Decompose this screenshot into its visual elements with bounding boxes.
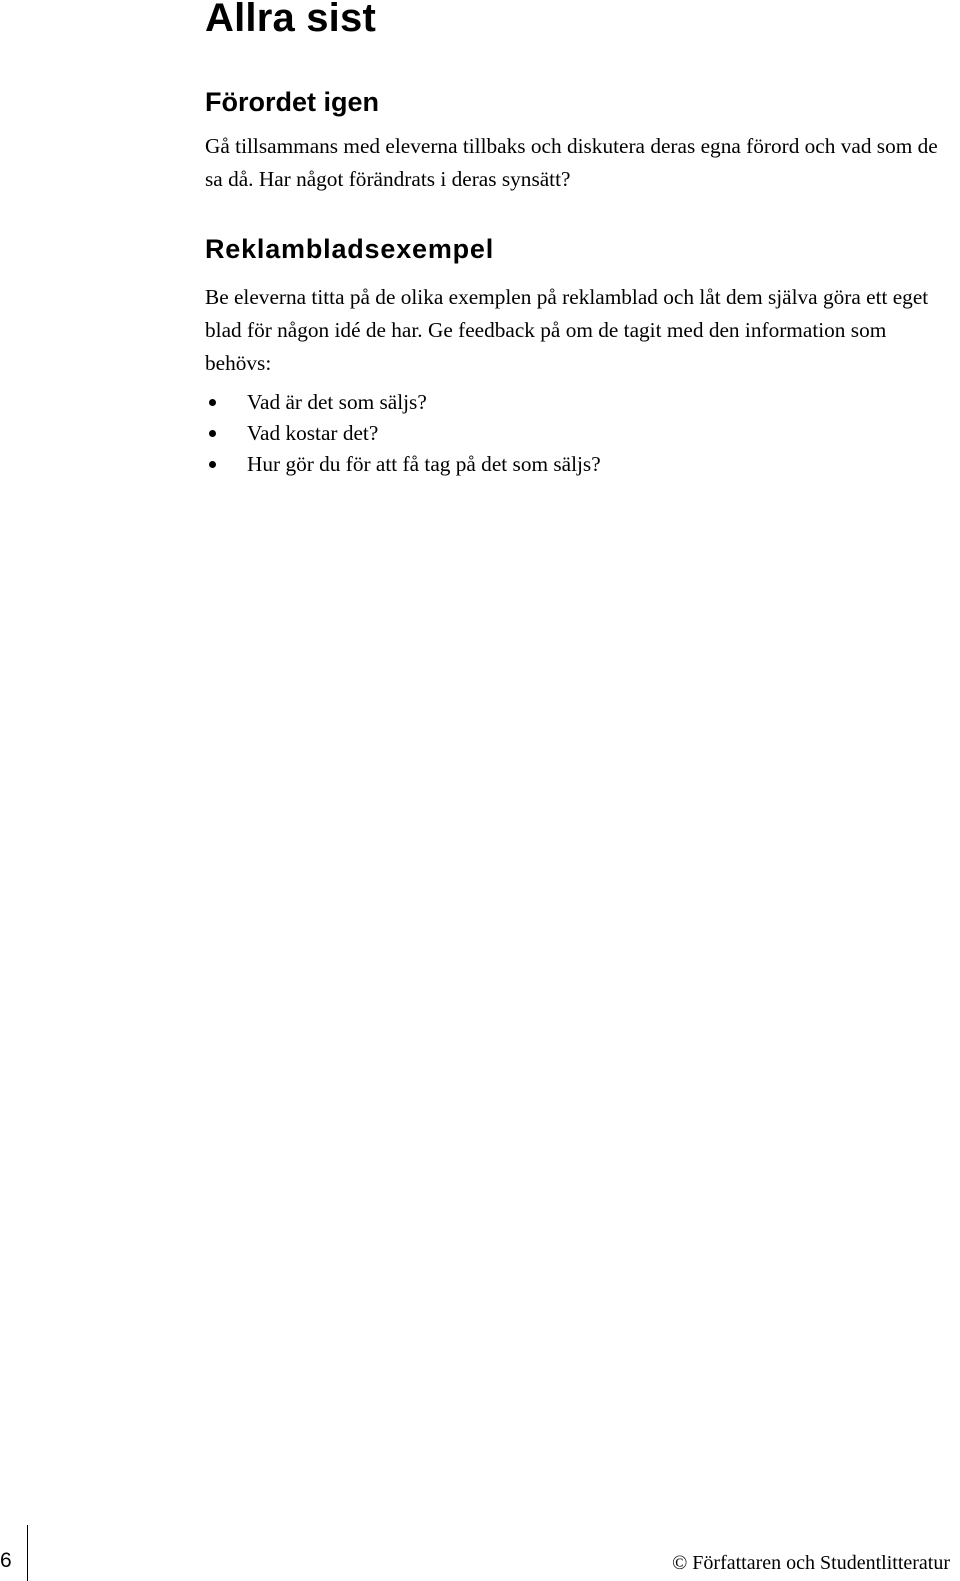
list-item-text: Vad kostar det? bbox=[247, 421, 379, 445]
footer-divider bbox=[27, 1525, 28, 1581]
list-item bbox=[205, 449, 601, 480]
section-heading-forordet-igen: Förordet igen bbox=[205, 87, 379, 117]
bullet-list bbox=[205, 387, 601, 480]
list-item-text: Hur gör du för att få tag på det som säljs? bbox=[247, 452, 601, 476]
copyright-notice: © Författaren och Studentlitteratur bbox=[672, 1552, 950, 1574]
bullet-icon bbox=[209, 430, 216, 437]
paragraph-reklambladsexempel: Be eleverna titta på de olika exemplen på reklamblad och låt dem själva göra ett eget blad för någon idé de har. Ge feedback på om de tagit med den information som behövs: bbox=[205, 285, 929, 375]
bullet-icon bbox=[209, 461, 216, 468]
bullet-icon bbox=[209, 399, 216, 406]
section-heading-reklambladsexempel: Reklambladsexempel bbox=[205, 234, 495, 264]
page-title: Allra sist bbox=[205, 0, 376, 40]
page-number: 6 bbox=[0, 1549, 12, 1572]
list-item-text: Vad är det som säljs? bbox=[247, 390, 427, 414]
list-item bbox=[205, 418, 601, 449]
list-item bbox=[205, 387, 601, 418]
paragraph-forordet-igen: Gå tillsammans med eleverna tillbaks och diskutera deras egna förord och vad som de sa då. Har något förändrats i deras synsätt? bbox=[205, 134, 938, 191]
